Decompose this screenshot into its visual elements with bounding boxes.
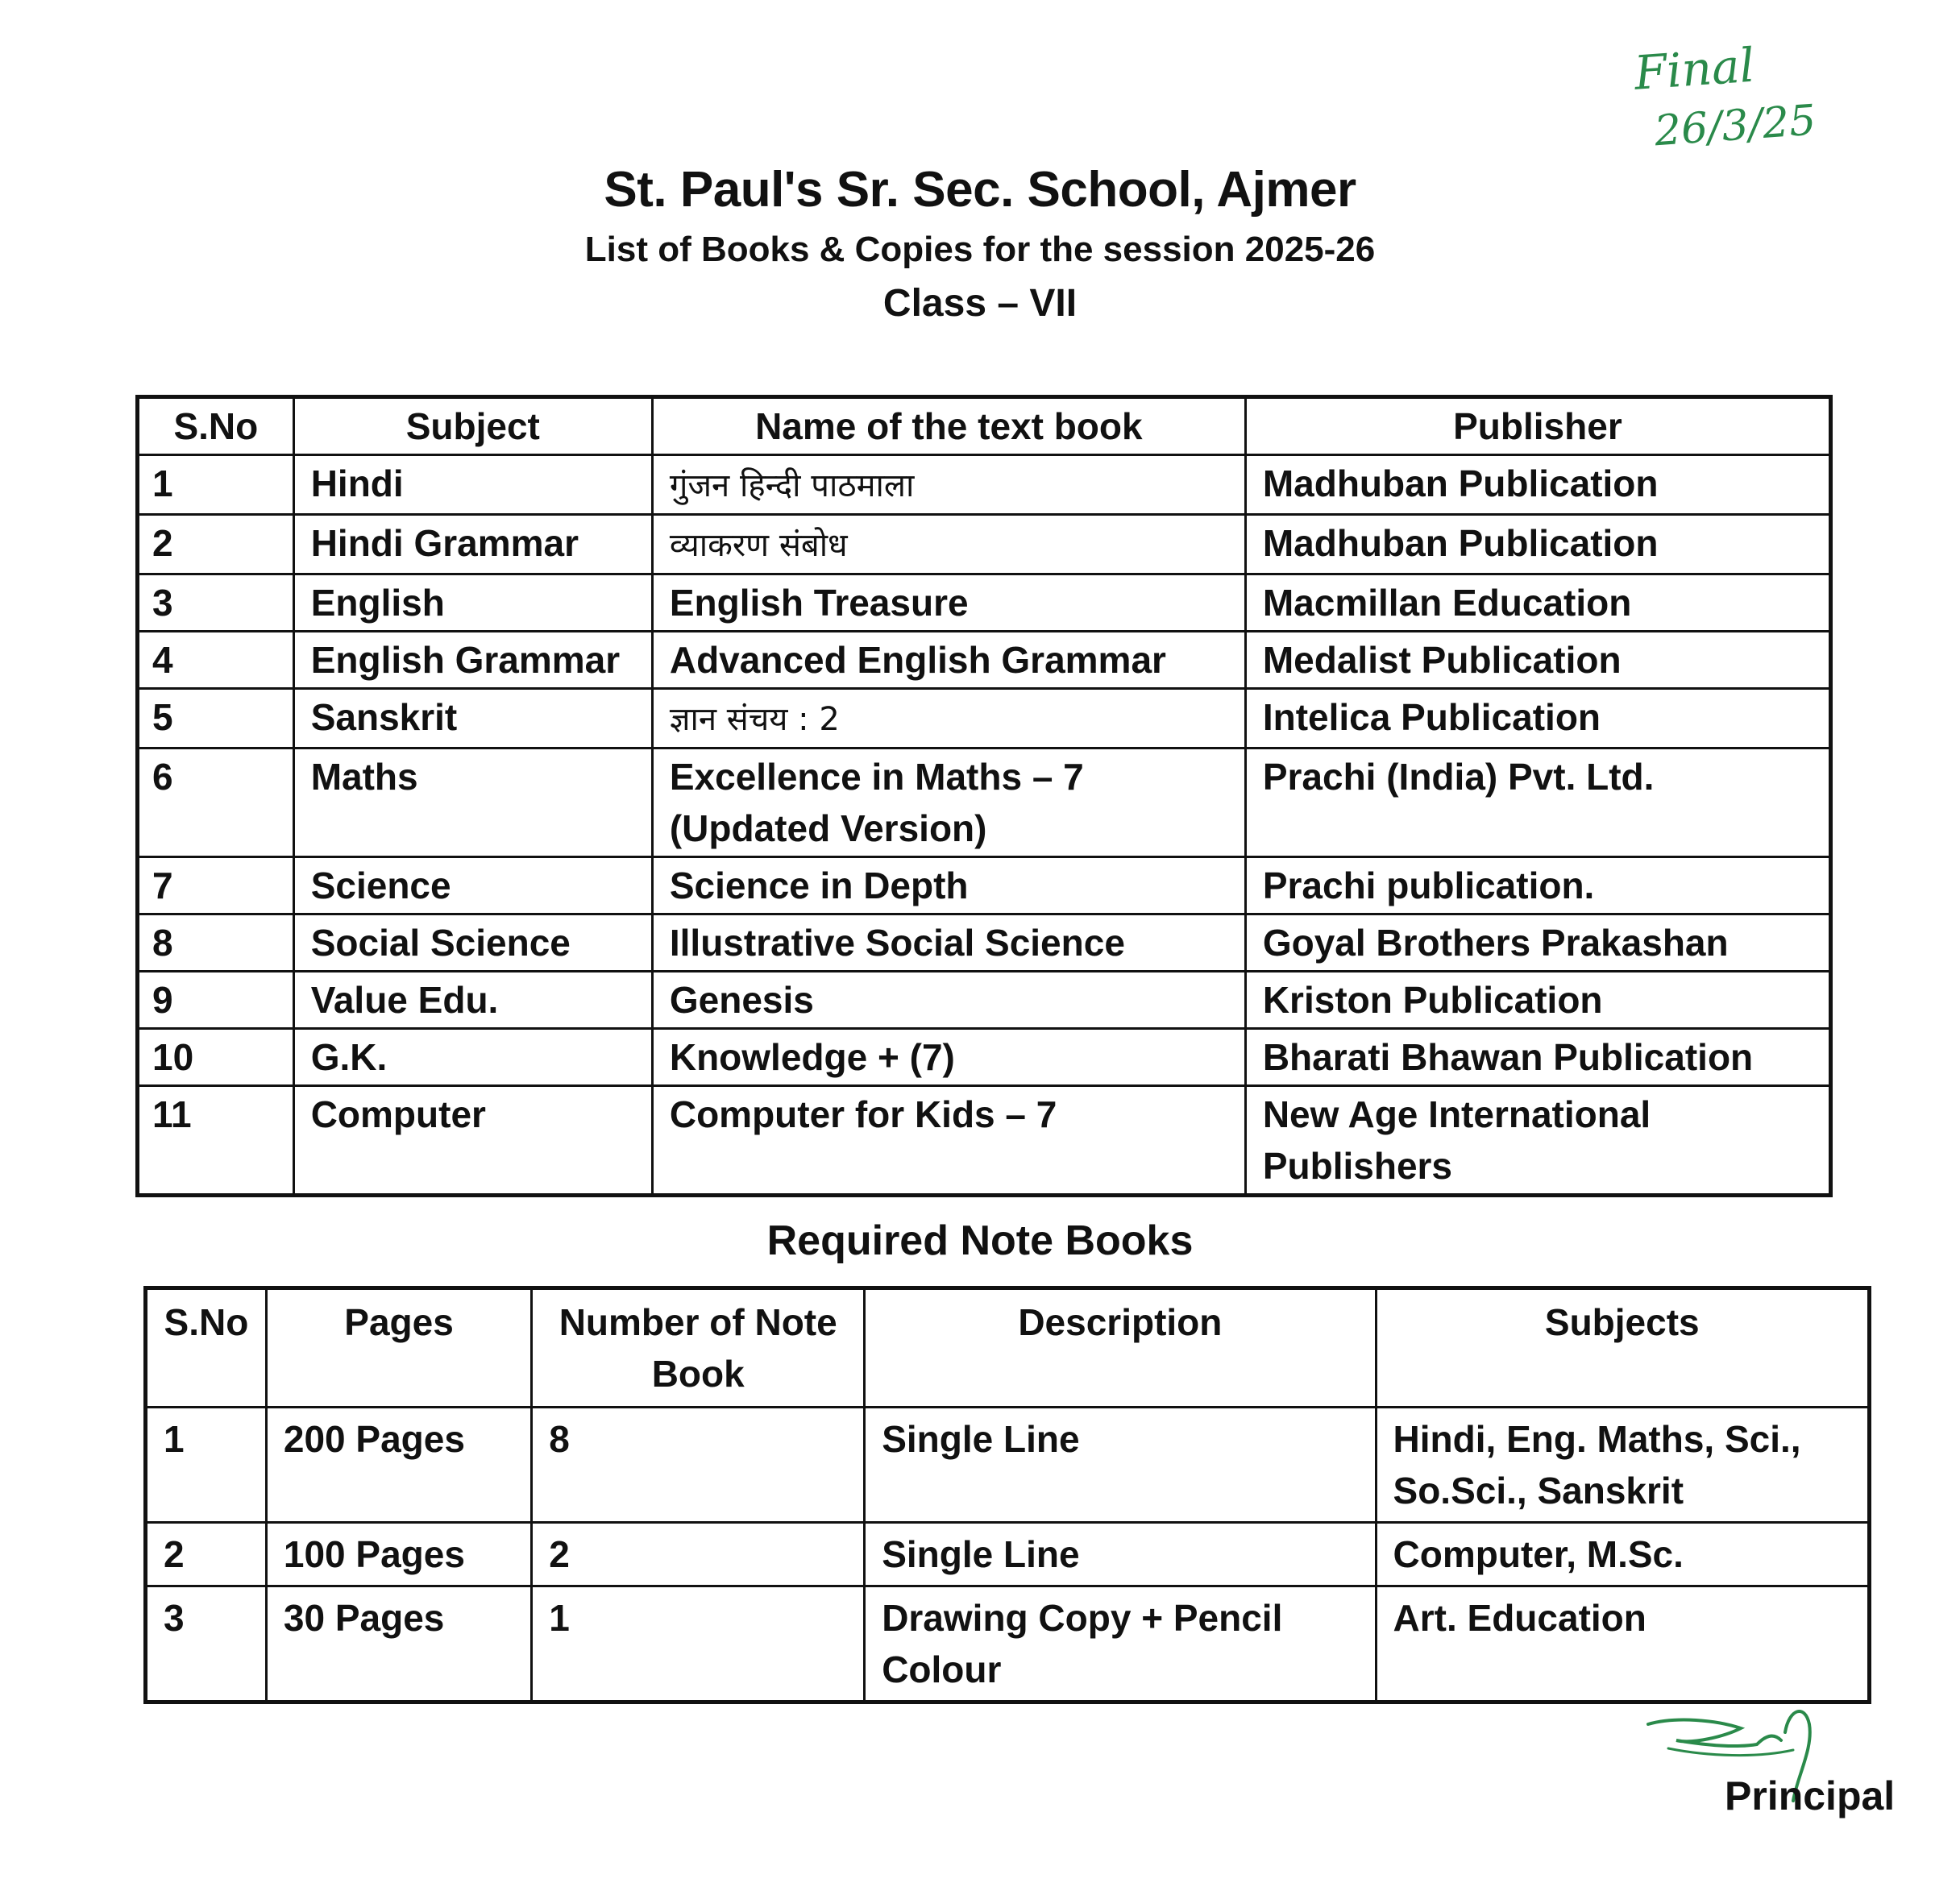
book-title: Knowledge + (7) xyxy=(652,1029,1245,1086)
books-header-publisher: Publisher xyxy=(1245,397,1830,455)
notebook-subjects: Computer, M.Sc. xyxy=(1376,1523,1869,1586)
book-subject: Social Science xyxy=(293,914,652,972)
book-publisher: Madhuban Publication xyxy=(1245,515,1830,574)
notebook-count: 8 xyxy=(532,1408,865,1523)
handwritten-date: 26/3/25 xyxy=(1652,96,1818,156)
notebook-subjects: Art. Education xyxy=(1376,1586,1869,1702)
books-header-subject: Subject xyxy=(293,397,652,455)
table-row xyxy=(146,1586,1870,1702)
notebooks-header-pages: Pages xyxy=(266,1288,531,1408)
table-row xyxy=(138,749,1831,857)
book-title: English Treasure xyxy=(652,574,1245,632)
table-row xyxy=(146,1523,1870,1586)
books-header-row xyxy=(138,397,1831,455)
book-title: Illustrative Social Science xyxy=(652,914,1245,972)
book-title-text: व्याकरण संबोध xyxy=(669,527,848,564)
book-sno: 4 xyxy=(138,632,294,689)
book-subject: Computer xyxy=(293,1086,652,1196)
table-row xyxy=(138,574,1831,632)
book-sno: 3 xyxy=(138,574,294,632)
notebook-count: 1 xyxy=(532,1586,865,1702)
notebook-subjects-line1: Hindi, Eng. Maths, Sci., xyxy=(1393,1418,1801,1460)
notebooks-header-count-line1: Number of Note xyxy=(559,1301,837,1343)
book-publisher: Goyal Brothers Prakashan xyxy=(1245,914,1830,972)
books-header-book: Name of the text book xyxy=(652,397,1245,455)
books-header-sno: S.No xyxy=(138,397,294,455)
notebook-sno: 1 xyxy=(146,1408,267,1523)
book-subject: Value Edu. xyxy=(293,972,652,1029)
handwritten-approval-note xyxy=(1632,23,1914,161)
book-title xyxy=(652,749,1245,857)
book-sno: 11 xyxy=(138,1086,294,1196)
class-title: Class – VII xyxy=(882,282,1078,325)
book-publisher: Macmillan Education xyxy=(1245,574,1830,632)
book-publisher-line2: Publishers xyxy=(1262,1145,1453,1187)
notebooks-header-description: Description xyxy=(865,1288,1376,1408)
book-publisher: Prachi publication. xyxy=(1245,857,1830,914)
book-sno: 7 xyxy=(138,857,294,914)
book-subject: Maths xyxy=(293,749,652,857)
notebook-count: 2 xyxy=(532,1523,865,1586)
book-subject: Hindi Grammar xyxy=(293,515,652,574)
book-sno: 8 xyxy=(138,914,294,972)
book-title xyxy=(652,515,1245,574)
book-subject: English Grammar xyxy=(293,632,652,689)
document-header xyxy=(0,161,1960,326)
notebooks-header-count-line2: Book xyxy=(651,1353,745,1395)
book-sno: 6 xyxy=(138,749,294,857)
notebook-pages: 200 Pages xyxy=(266,1408,531,1523)
book-publisher: Medalist Publication xyxy=(1245,632,1830,689)
table-row xyxy=(138,689,1831,749)
table-row xyxy=(138,515,1831,574)
table-row xyxy=(138,972,1831,1029)
book-publisher: Intelica Publication xyxy=(1245,689,1830,749)
book-subject: G.K. xyxy=(293,1029,652,1086)
notebook-sno: 3 xyxy=(146,1586,267,1702)
handwritten-final: Final xyxy=(1632,37,1757,101)
book-title-line2: (Updated Version) xyxy=(669,807,987,849)
book-title: Genesis xyxy=(652,972,1245,1029)
book-sno: 10 xyxy=(138,1029,294,1086)
notebooks-header-row xyxy=(146,1288,1870,1408)
book-title: Advanced English Grammar xyxy=(652,632,1245,689)
school-name: St. Paul's Sr. Sec. School, Ajmer xyxy=(604,162,1356,218)
notebooks-header-subjects: Subjects xyxy=(1376,1288,1869,1408)
notebooks-table xyxy=(143,1286,1871,1704)
notebooks-title: Required Note Books xyxy=(766,1217,1194,1264)
notebook-sno: 2 xyxy=(146,1523,267,1586)
table-row xyxy=(138,1029,1831,1086)
signatory-label: Principal xyxy=(1725,1773,1896,1818)
table-row xyxy=(138,632,1831,689)
book-publisher-line1: New Age International xyxy=(1262,1093,1651,1135)
notebooks-header-count xyxy=(532,1288,865,1408)
notebook-description: Single Line xyxy=(865,1408,1376,1523)
book-title xyxy=(652,455,1245,515)
book-title xyxy=(652,689,1245,749)
table-row xyxy=(138,455,1831,515)
book-sno: 2 xyxy=(138,515,294,574)
table-row xyxy=(138,914,1831,972)
notebook-description-line1: Drawing Copy + Pencil xyxy=(882,1597,1283,1639)
book-publisher xyxy=(1245,1086,1830,1196)
notebook-pages: 100 Pages xyxy=(266,1523,531,1586)
book-publisher: Madhuban Publication xyxy=(1245,455,1830,515)
table-row xyxy=(138,857,1831,914)
book-subject: Sanskrit xyxy=(293,689,652,749)
book-title-text: गुंजन हिन्दी पाठमाला xyxy=(669,467,915,504)
book-subject: English xyxy=(293,574,652,632)
book-sno: 1 xyxy=(138,455,294,515)
book-subject: Science xyxy=(293,857,652,914)
book-subject: Hindi xyxy=(293,455,652,515)
book-publisher: Bharati Bhawan Publication xyxy=(1245,1029,1830,1086)
book-title: Computer for Kids – 7 xyxy=(652,1086,1245,1196)
books-table xyxy=(135,395,1833,1197)
book-sno: 5 xyxy=(138,689,294,749)
book-sno: 9 xyxy=(138,972,294,1029)
notebook-description-line2: Colour xyxy=(882,1648,1002,1690)
book-title-line1: Excellence in Maths – 7 xyxy=(669,756,1084,798)
table-row xyxy=(146,1408,1870,1523)
book-publisher: Kriston Publication xyxy=(1245,972,1830,1029)
notebook-description xyxy=(865,1586,1376,1702)
notebook-pages: 30 Pages xyxy=(266,1586,531,1702)
book-title-text: ज्ञान संचय : 2 xyxy=(669,701,840,738)
book-title: Science in Depth xyxy=(652,857,1245,914)
notebook-subjects xyxy=(1376,1408,1869,1523)
table-row xyxy=(138,1086,1831,1196)
notebooks-header-sno: S.No xyxy=(146,1288,267,1408)
notebook-subjects-line2: So.Sci., Sanskrit xyxy=(1393,1470,1684,1512)
notebook-description: Single Line xyxy=(865,1523,1376,1586)
session-title: List of Books & Copies for the session 2025-26 xyxy=(584,230,1376,269)
book-publisher: Prachi (India) Pvt. Ltd. xyxy=(1245,749,1830,857)
